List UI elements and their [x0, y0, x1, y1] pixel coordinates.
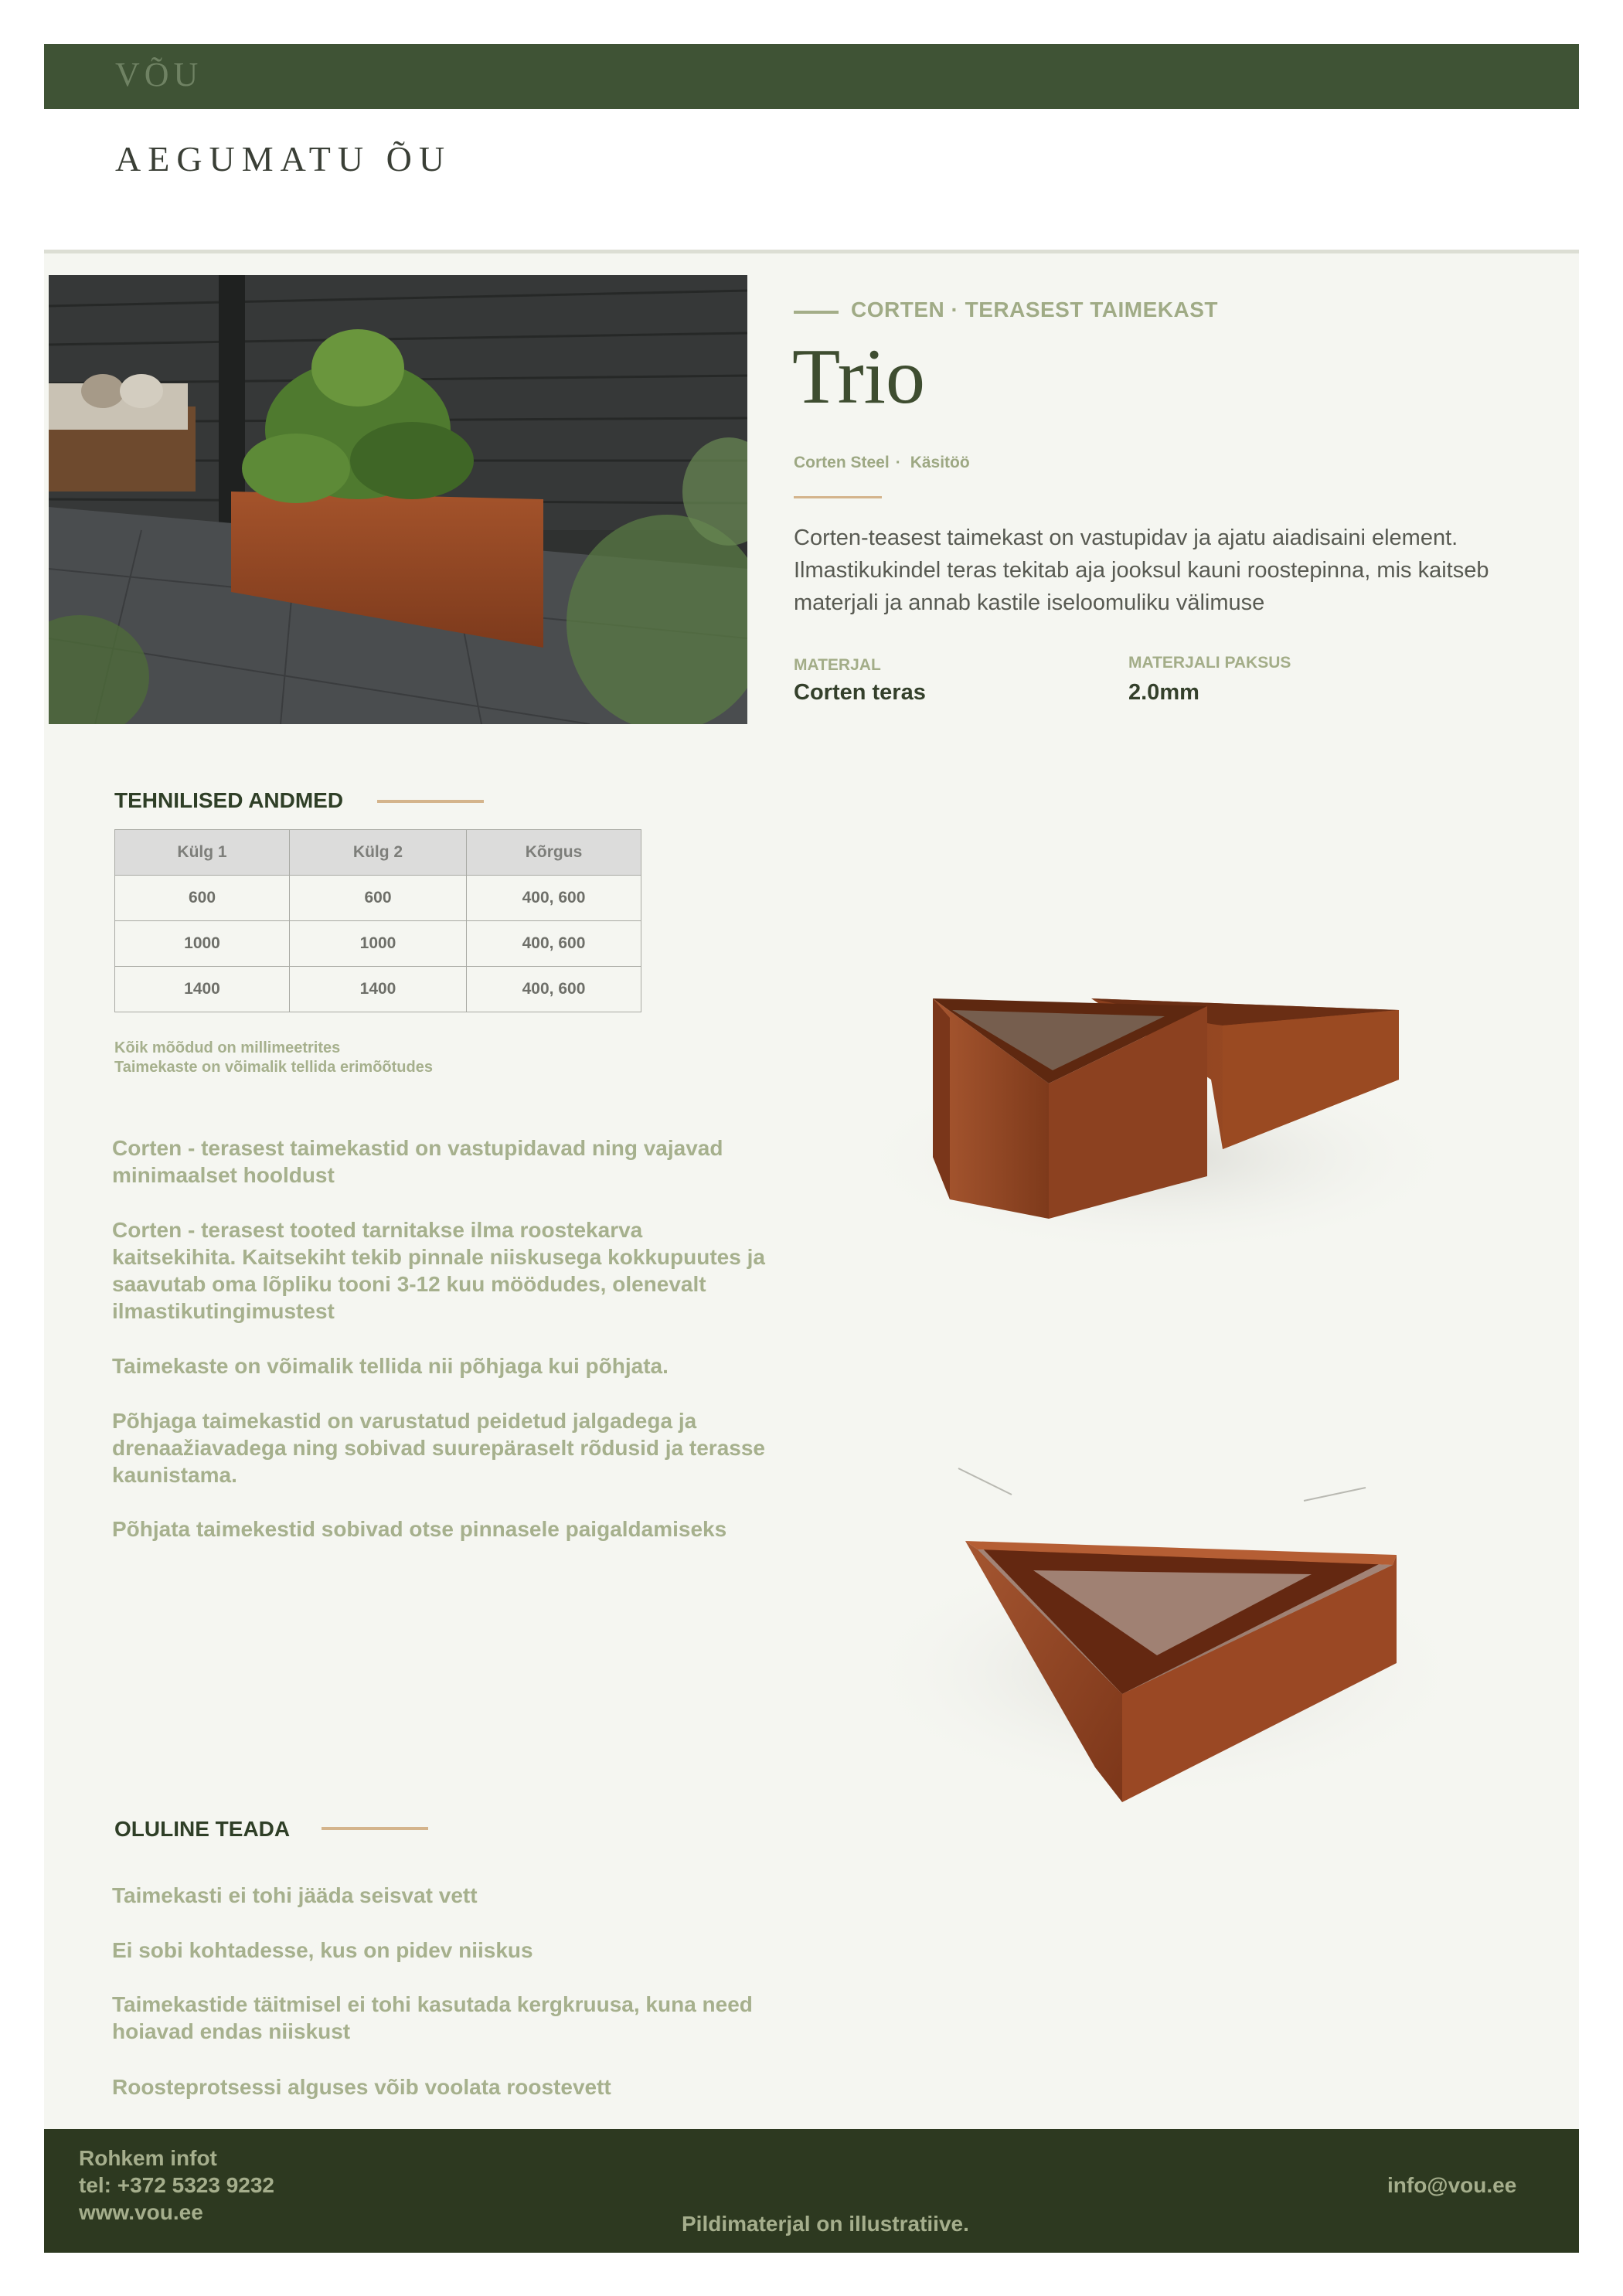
table-row — [115, 876, 641, 921]
footer-disclaimer: Pildimaterjal on illustratiive. — [682, 2212, 969, 2236]
column-header: Kõrgus — [467, 830, 641, 876]
table-cell: 400, 600 — [467, 967, 641, 1012]
table-cell: 400, 600 — [467, 921, 641, 967]
table-row — [115, 921, 641, 967]
table-cell: 1000 — [115, 921, 290, 967]
body-paragraph: Põhjaga taimekastid on varustatud peidetud jalgadega ja drenaažiavadega ning sobivad suurepäraselt rõdusid ja terasse kaunistama. — [112, 1409, 765, 1487]
body-paragraph: Corten - terasest tooted tarnitakse ilma roostekarva kaitsekihita. Kaitsekiht tekib pinnale niiskusega kokkupuutes ja saavutab oma lõpliku tooni 3-12 kuu möödudes, olenevalt ilmastikutingimustest — [112, 1218, 765, 1323]
body-paragraph: Corten - terasest taimekastid on vastupidavad ning vajavad minimaalset hooldust — [112, 1136, 723, 1187]
product-tags — [794, 454, 970, 472]
brand-logo: VÕU — [115, 56, 203, 94]
table-cell: 1400 — [115, 967, 290, 1012]
column-header: Külg 2 — [290, 830, 467, 876]
technical-rule — [377, 800, 484, 803]
footer-phone[interactable]: tel: +372 5323 9232 — [79, 2173, 274, 2197]
product-image-pair — [832, 925, 1528, 1300]
divider — [44, 250, 1579, 253]
table-note: Taimekaste on võimalik tellida erimõõtudes — [114, 1059, 433, 1076]
footer-email[interactable]: info@vou.ee — [1387, 2173, 1517, 2197]
footer-website[interactable]: www.vou.ee — [79, 2200, 203, 2224]
technical-heading: TEHNILISED ANDMED — [114, 788, 344, 812]
spec-material-label: MATERJAL — [794, 656, 881, 674]
tag-handmade: Käsitöö — [910, 454, 970, 471]
column-header: Külg 1 — [115, 830, 290, 876]
table-cell: 1400 — [290, 967, 467, 1012]
table-row — [115, 967, 641, 1012]
product-image-single — [832, 1416, 1528, 1837]
table-cell: 600 — [290, 876, 467, 921]
subtitle-band — [44, 109, 1579, 253]
spec-thickness-label: MATERJALI PAKSUS — [1128, 654, 1291, 672]
table-cell: 400, 600 — [467, 876, 641, 921]
important-item: Roosteprotsessi alguses võib voolata roostevett — [112, 2075, 611, 2099]
page — [44, 44, 1579, 2253]
tag-separator: · — [895, 454, 901, 471]
tag-rule — [794, 496, 882, 498]
eyebrow-rule — [794, 311, 839, 314]
footer — [44, 2129, 1579, 2253]
header-bar — [44, 44, 1579, 109]
important-rule — [322, 1827, 428, 1830]
table-header-row — [115, 830, 641, 876]
hero-photo — [49, 275, 747, 724]
table-cell: 1000 — [290, 921, 467, 967]
tag-material: Corten Steel — [794, 454, 890, 471]
important-heading: OLULINE TEADA — [114, 1817, 291, 1841]
important-item: Taimekastide täitmisel ei tohi kasutada kergkruusa, kuna need hoiavad endas niiskust — [112, 1992, 753, 2043]
product-title: Trio — [792, 333, 926, 420]
spec-thickness-value: 2.0mm — [1128, 680, 1199, 705]
category-eyebrow: CORTEN · TERASEST TAIMEKAST — [851, 298, 1218, 321]
table-note: Kõik mõõdud on millimeetrites — [114, 1039, 341, 1056]
brand-subtitle: AEGUMATU ÕU — [115, 139, 452, 179]
body-paragraph: Põhjata taimekestid sobivad otse pinnasele paigaldamiseks — [112, 1517, 727, 1541]
important-item: Taimekasti ei tohi jääda seisvat vett — [112, 1883, 478, 1907]
important-item: Ei sobi kohtadesse, kus on pidev niiskus — [112, 1938, 533, 1962]
dimensions-table — [114, 829, 641, 1012]
spec-material-value: Corten teras — [794, 680, 926, 705]
footer-more-info: Rohkem infot — [79, 2146, 217, 2170]
body-paragraph: Taimekaste on võimalik tellida nii põhjaga kui põhjata. — [112, 1354, 669, 1378]
table-cell: 600 — [115, 876, 290, 921]
product-description: Corten-teasest taimekast on vastupidav ja ajatu aiadisaini element. Ilmastikukindel teras tekitab aja jooksul kauni roostepinna, mis kaitseb materjali ja annab kastile iseloomuliku välimuse — [794, 526, 1489, 615]
